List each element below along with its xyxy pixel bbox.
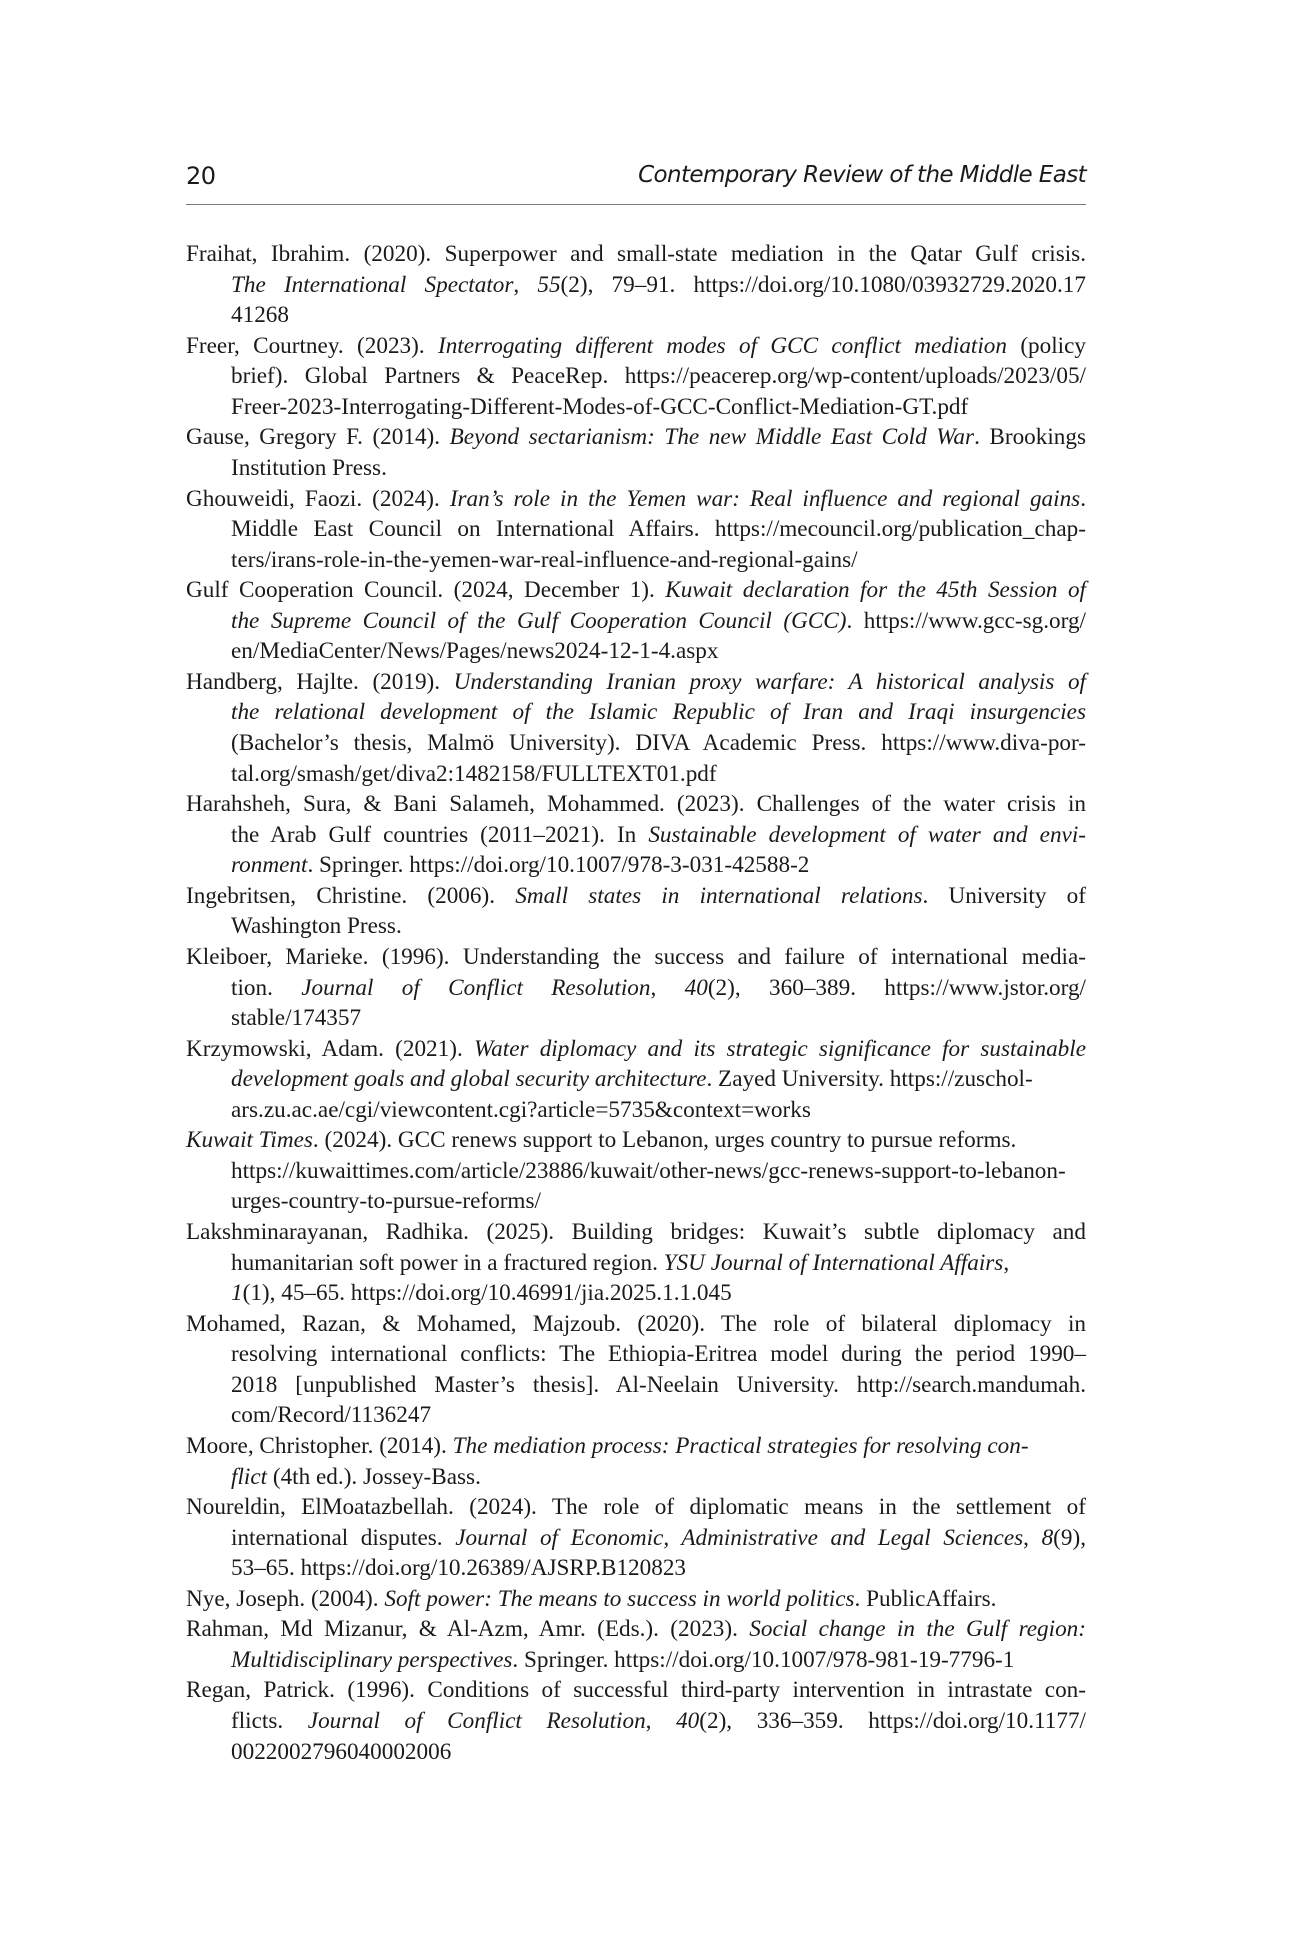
reference-line: [186, 422, 1086, 453]
reference-entry: [186, 1614, 1086, 1675]
reference-line: [186, 697, 1086, 728]
reference-line: [186, 1156, 1086, 1187]
reference-line: [186, 361, 1086, 392]
reference-text: 53–65. https://doi.org/10.26389/AJSRP.B120823: [231, 1555, 687, 1582]
reference-line: [186, 1003, 1086, 1034]
reference-text: (policy: [1006, 332, 1086, 359]
reference-line: [186, 392, 1086, 423]
reference-entry: [186, 484, 1086, 576]
reference-text: humanitarian soft power in a fractured region.: [231, 1249, 664, 1276]
reference-text: tion.: [231, 974, 302, 1001]
reference-line: [186, 1034, 1086, 1065]
reference-line: [186, 973, 1086, 1004]
reference-entry: [186, 1492, 1086, 1584]
reference-entry: [186, 881, 1086, 942]
reference-italic-text: development goals and global security architecture: [231, 1066, 707, 1093]
reference-line: [186, 1248, 1086, 1279]
reference-line: [186, 1462, 1086, 1493]
reference-italic-text: 40: [676, 1708, 700, 1734]
reference-line: [186, 1523, 1086, 1554]
reference-text: Washington Press.: [231, 913, 402, 940]
reference-text: . University of: [922, 882, 1086, 909]
reference-line: [186, 270, 1086, 301]
reference-text: . (2024). GCC renews support to Lebanon, urges country to pursue reforms.: [312, 1127, 1017, 1154]
reference-entry: [186, 239, 1086, 331]
reference-text: Harahsheh, Sura, & Bani Salameh, Mohammed. (2023). Challenges of the water crisis in: [186, 791, 1086, 818]
reference-text: (2), 79–91. https://doi.org/10.1080/03932729.2020.17: [560, 271, 1086, 298]
reference-text: Ghouweidi, Faozi. (2024).: [186, 485, 450, 512]
reference-text: https://kuwaittimes.com/article/23886/kuwait/other-news/gcc-renews-support-to-lebanon-: [231, 1157, 1066, 1184]
reference-entry: [186, 667, 1086, 789]
reference-text: .: [1080, 485, 1086, 512]
reference-italic-text: Kuwait Times: [186, 1127, 313, 1154]
reference-text: ,: [645, 1708, 677, 1734]
reference-italic-text: Social change in the Gulf region:: [749, 1616, 1086, 1643]
reference-list: [186, 239, 1086, 1767]
reference-text: . Springer. https://doi.org/10.1007/978-981-19-7796-1: [512, 1646, 1015, 1673]
reference-entry: [186, 1675, 1086, 1767]
reference-text: Regan, Patrick. (1996). Conditions of successful third-party intervention in intrastate con-: [186, 1677, 1086, 1704]
reference-text: en/MediaCenter/News/Pages/news2024-12-1-4.aspx: [231, 638, 719, 665]
reference-text: Institution Press.: [231, 454, 387, 481]
reference-line: [186, 1706, 1086, 1737]
reference-italic-text: Journal of Conflict Resolution: [307, 1708, 646, 1734]
reference-text: (1), 45–65. https://doi.org/10.46991/jia.2025.1.1.045: [242, 1280, 732, 1307]
reference-italic-text: flict: [231, 1463, 268, 1490]
reference-text: 41268: [231, 302, 289, 329]
reference-italic-text: Beyond sectarianism: The new Middle East Cold War: [449, 424, 975, 451]
reference-text: Freer-2023-Interrogating-Different-Modes-of-GCC-Conflict-Mediation-GT.pdf: [231, 393, 969, 420]
reference-text: Moore, Christopher. (2014).: [186, 1432, 453, 1459]
reference-entry: [186, 1584, 1086, 1615]
reference-line: [186, 1431, 1086, 1462]
running-header: [186, 162, 1086, 202]
reference-line: [186, 1614, 1086, 1645]
reference-entry: [186, 422, 1086, 483]
reference-text: Freer, Courtney. (2023).: [186, 332, 438, 359]
reference-text: ,: [513, 271, 538, 298]
reference-text: the Arab Gulf countries (2011–2021). In: [231, 821, 649, 848]
reference-line: [186, 881, 1086, 912]
reference-text: 2018 [unpublished Master’s thesis]. Al-Neelain University. http://search.mandumah.: [231, 1371, 1086, 1398]
reference-text: . PublicAffairs.: [854, 1585, 997, 1612]
reference-line: [186, 911, 1086, 942]
reference-line: [186, 1339, 1086, 1370]
reference-italic-text: Iran’s role in the Yemen war: Real influence and regional gains: [449, 485, 1081, 512]
reference-line: [186, 1492, 1086, 1523]
reference-italic-text: Small states in international relations: [515, 882, 923, 909]
reference-text: international disputes.: [231, 1524, 456, 1551]
reference-line: [186, 1095, 1086, 1126]
reference-italic-text: YSU Journal of International Affairs: [663, 1249, 1004, 1276]
reference-text: (2), 336–359. https://doi.org/10.1177/: [699, 1708, 1086, 1734]
reference-text: . Zayed University. https://zuschol-: [706, 1066, 1033, 1093]
reference-line: [186, 1737, 1086, 1768]
reference-line: [186, 1370, 1086, 1401]
reference-entry: [186, 575, 1086, 667]
reference-line: [186, 1584, 1086, 1615]
reference-line: [186, 545, 1086, 576]
reference-italic-text: Understanding Iranian proxy warfare: A historical analysis of: [453, 668, 1086, 695]
reference-italic-text: The International Spectator: [231, 271, 514, 298]
reference-line: [186, 820, 1086, 851]
reference-text: Lakshminarayanan, Radhika. (2025). Building bridges: Kuwait’s subtle diplomacy and: [186, 1219, 1086, 1245]
reference-line: [186, 239, 1086, 270]
reference-line: [186, 1064, 1086, 1095]
reference-text: (9),: [1053, 1524, 1086, 1551]
reference-text: 0022002796040002006: [231, 1738, 452, 1765]
reference-italic-text: 8: [1041, 1524, 1054, 1551]
reference-entry: [186, 1431, 1086, 1492]
reference-text: ,: [1003, 1249, 1010, 1276]
reference-entry: [186, 1125, 1086, 1217]
reference-text: Gulf Cooperation Council. (2024, December 1).: [186, 577, 666, 604]
reference-italic-text: 40: [684, 974, 708, 1001]
reference-line: [186, 514, 1086, 545]
reference-line: [186, 331, 1086, 362]
reference-line: [186, 759, 1086, 790]
reference-line: [186, 850, 1086, 881]
reference-line: [186, 606, 1086, 637]
page-number: 20: [186, 162, 216, 190]
reference-italic-text: Kuwait declaration for the 45th Session of: [665, 577, 1086, 604]
reference-entry: [186, 1034, 1086, 1126]
reference-text: ters/irans-role-in-the-yemen-war-real-influence-and-regional-gains/: [231, 546, 858, 573]
reference-line: [186, 1675, 1086, 1706]
reference-entry: [186, 1217, 1086, 1309]
reference-line: [186, 300, 1086, 331]
reference-text: Kleiboer, Marieke. (1996). Understanding the success and failure of international media-: [186, 943, 1086, 970]
reference-text: Middle East Council on International Affairs. https://mecouncil.org/publication_chap-: [231, 516, 1086, 543]
reference-text: resolving international conflicts: The Ethiopia-Eritrea model during the period 1990–: [231, 1341, 1086, 1368]
reference-text: Handberg, Hajlte. (2019).: [186, 668, 454, 695]
reference-line: [186, 1400, 1086, 1431]
reference-italic-text: Journal of Conflict Resolution: [301, 974, 651, 1001]
reference-text: tal.org/smash/get/diva2:1482158/FULLTEXT01.pdf: [231, 760, 717, 787]
reference-italic-text: the Supreme Council of the Gulf Cooperation Council (GCC): [231, 607, 847, 634]
reference-text: ars.zu.ac.ae/cgi/viewcontent.cgi?article=5735&context=works: [231, 1096, 811, 1123]
reference-line: [186, 1553, 1086, 1584]
reference-entry: [186, 331, 1086, 423]
reference-line: [186, 1309, 1086, 1340]
reference-line: [186, 667, 1086, 698]
reference-line: [186, 575, 1086, 606]
reference-line: [186, 1278, 1086, 1309]
reference-text: . https://www.gcc-sg.org/: [846, 607, 1086, 634]
reference-italic-text: Soft power: The means to success in world politics: [384, 1585, 855, 1612]
reference-line: [186, 453, 1086, 484]
reference-italic-text: Water diplomacy and its strategic significance for sustainable: [473, 1035, 1086, 1062]
reference-italic-text: Journal of Economic, Administrative and Legal Sciences: [455, 1524, 1024, 1551]
reference-text: flicts.: [231, 1708, 308, 1734]
reference-text: ,: [650, 974, 685, 1001]
reference-text: Rahman, Md Mizanur, & Al-Azm, Amr. (Eds.). (2023).: [186, 1616, 750, 1643]
reference-line: [186, 942, 1086, 973]
reference-text: Fraihat, Ibrahim. (2020). Superpower and small-state mediation in the Qatar Gulf crisis.: [186, 241, 1086, 267]
reference-text: Gause, Gregory F. (2014).: [186, 424, 450, 451]
journal-title: Contemporary Review of the Middle East: [638, 162, 1086, 188]
reference-text: . Brookings: [974, 424, 1087, 451]
reference-line: [186, 1125, 1086, 1156]
reference-line: [186, 1186, 1086, 1217]
reference-italic-text: Sustainable development of water and envi-: [648, 821, 1086, 848]
reference-italic-text: The mediation process: Practical strategies for resolving con-: [452, 1432, 1029, 1459]
reference-text: stable/174357: [231, 1005, 362, 1032]
reference-entry: [186, 1309, 1086, 1431]
reference-entry: [186, 942, 1086, 1034]
reference-text: (Bachelor’s thesis, Malmö University). DIVA Academic Press. https://www.diva-por-: [231, 730, 1086, 756]
reference-line: [186, 484, 1086, 515]
reference-text: brief). Global Partners & PeaceRep. https://peacerep.org/wp-content/uploads/2023/05/: [231, 363, 1086, 390]
reference-italic-text: ronment: [231, 852, 308, 879]
reference-italic-text: Multidisciplinary perspectives: [231, 1646, 513, 1673]
reference-italic-text: 55: [537, 271, 561, 298]
reference-line: [186, 1645, 1086, 1676]
reference-text: com/Record/1136247: [231, 1402, 432, 1429]
reference-text: Mohamed, Razan, & Mohamed, Majzoub. (2020). The role of bilateral diplomacy in: [186, 1310, 1086, 1337]
reference-text: ,: [1023, 1524, 1042, 1551]
reference-text: Noureldin, ElMoatazbellah. (2024). The role of diplomatic means in the settlement of: [186, 1494, 1086, 1521]
header-divider: [186, 204, 1086, 205]
reference-line: [186, 728, 1086, 759]
reference-italic-text: Interrogating different modes of GCC conflict mediation: [437, 332, 1007, 359]
reference-text: (4th ed.). Jossey-Bass.: [267, 1463, 481, 1490]
reference-text: (2), 360–389. https://www.jstor.org/: [707, 974, 1086, 1001]
reference-text: . Springer. https://doi.org/10.1007/978-3-031-42588-2: [307, 852, 810, 879]
reference-line: [186, 636, 1086, 667]
reference-text: Krzymowski, Adam. (2021).: [186, 1035, 474, 1062]
reference-line: [186, 789, 1086, 820]
reference-text: Ingebritsen, Christine. (2006).: [186, 882, 516, 909]
reference-italic-text: the relational development of the Islamic Republic of Iran and Iraqi insurgencies: [231, 699, 1086, 726]
reference-line: [186, 1217, 1086, 1248]
reference-italic-text: 1: [231, 1280, 243, 1307]
reference-text: Nye, Joseph. (2004).: [186, 1585, 385, 1612]
reference-text: urges-country-to-pursue-reforms/: [231, 1188, 541, 1215]
reference-entry: [186, 789, 1086, 881]
